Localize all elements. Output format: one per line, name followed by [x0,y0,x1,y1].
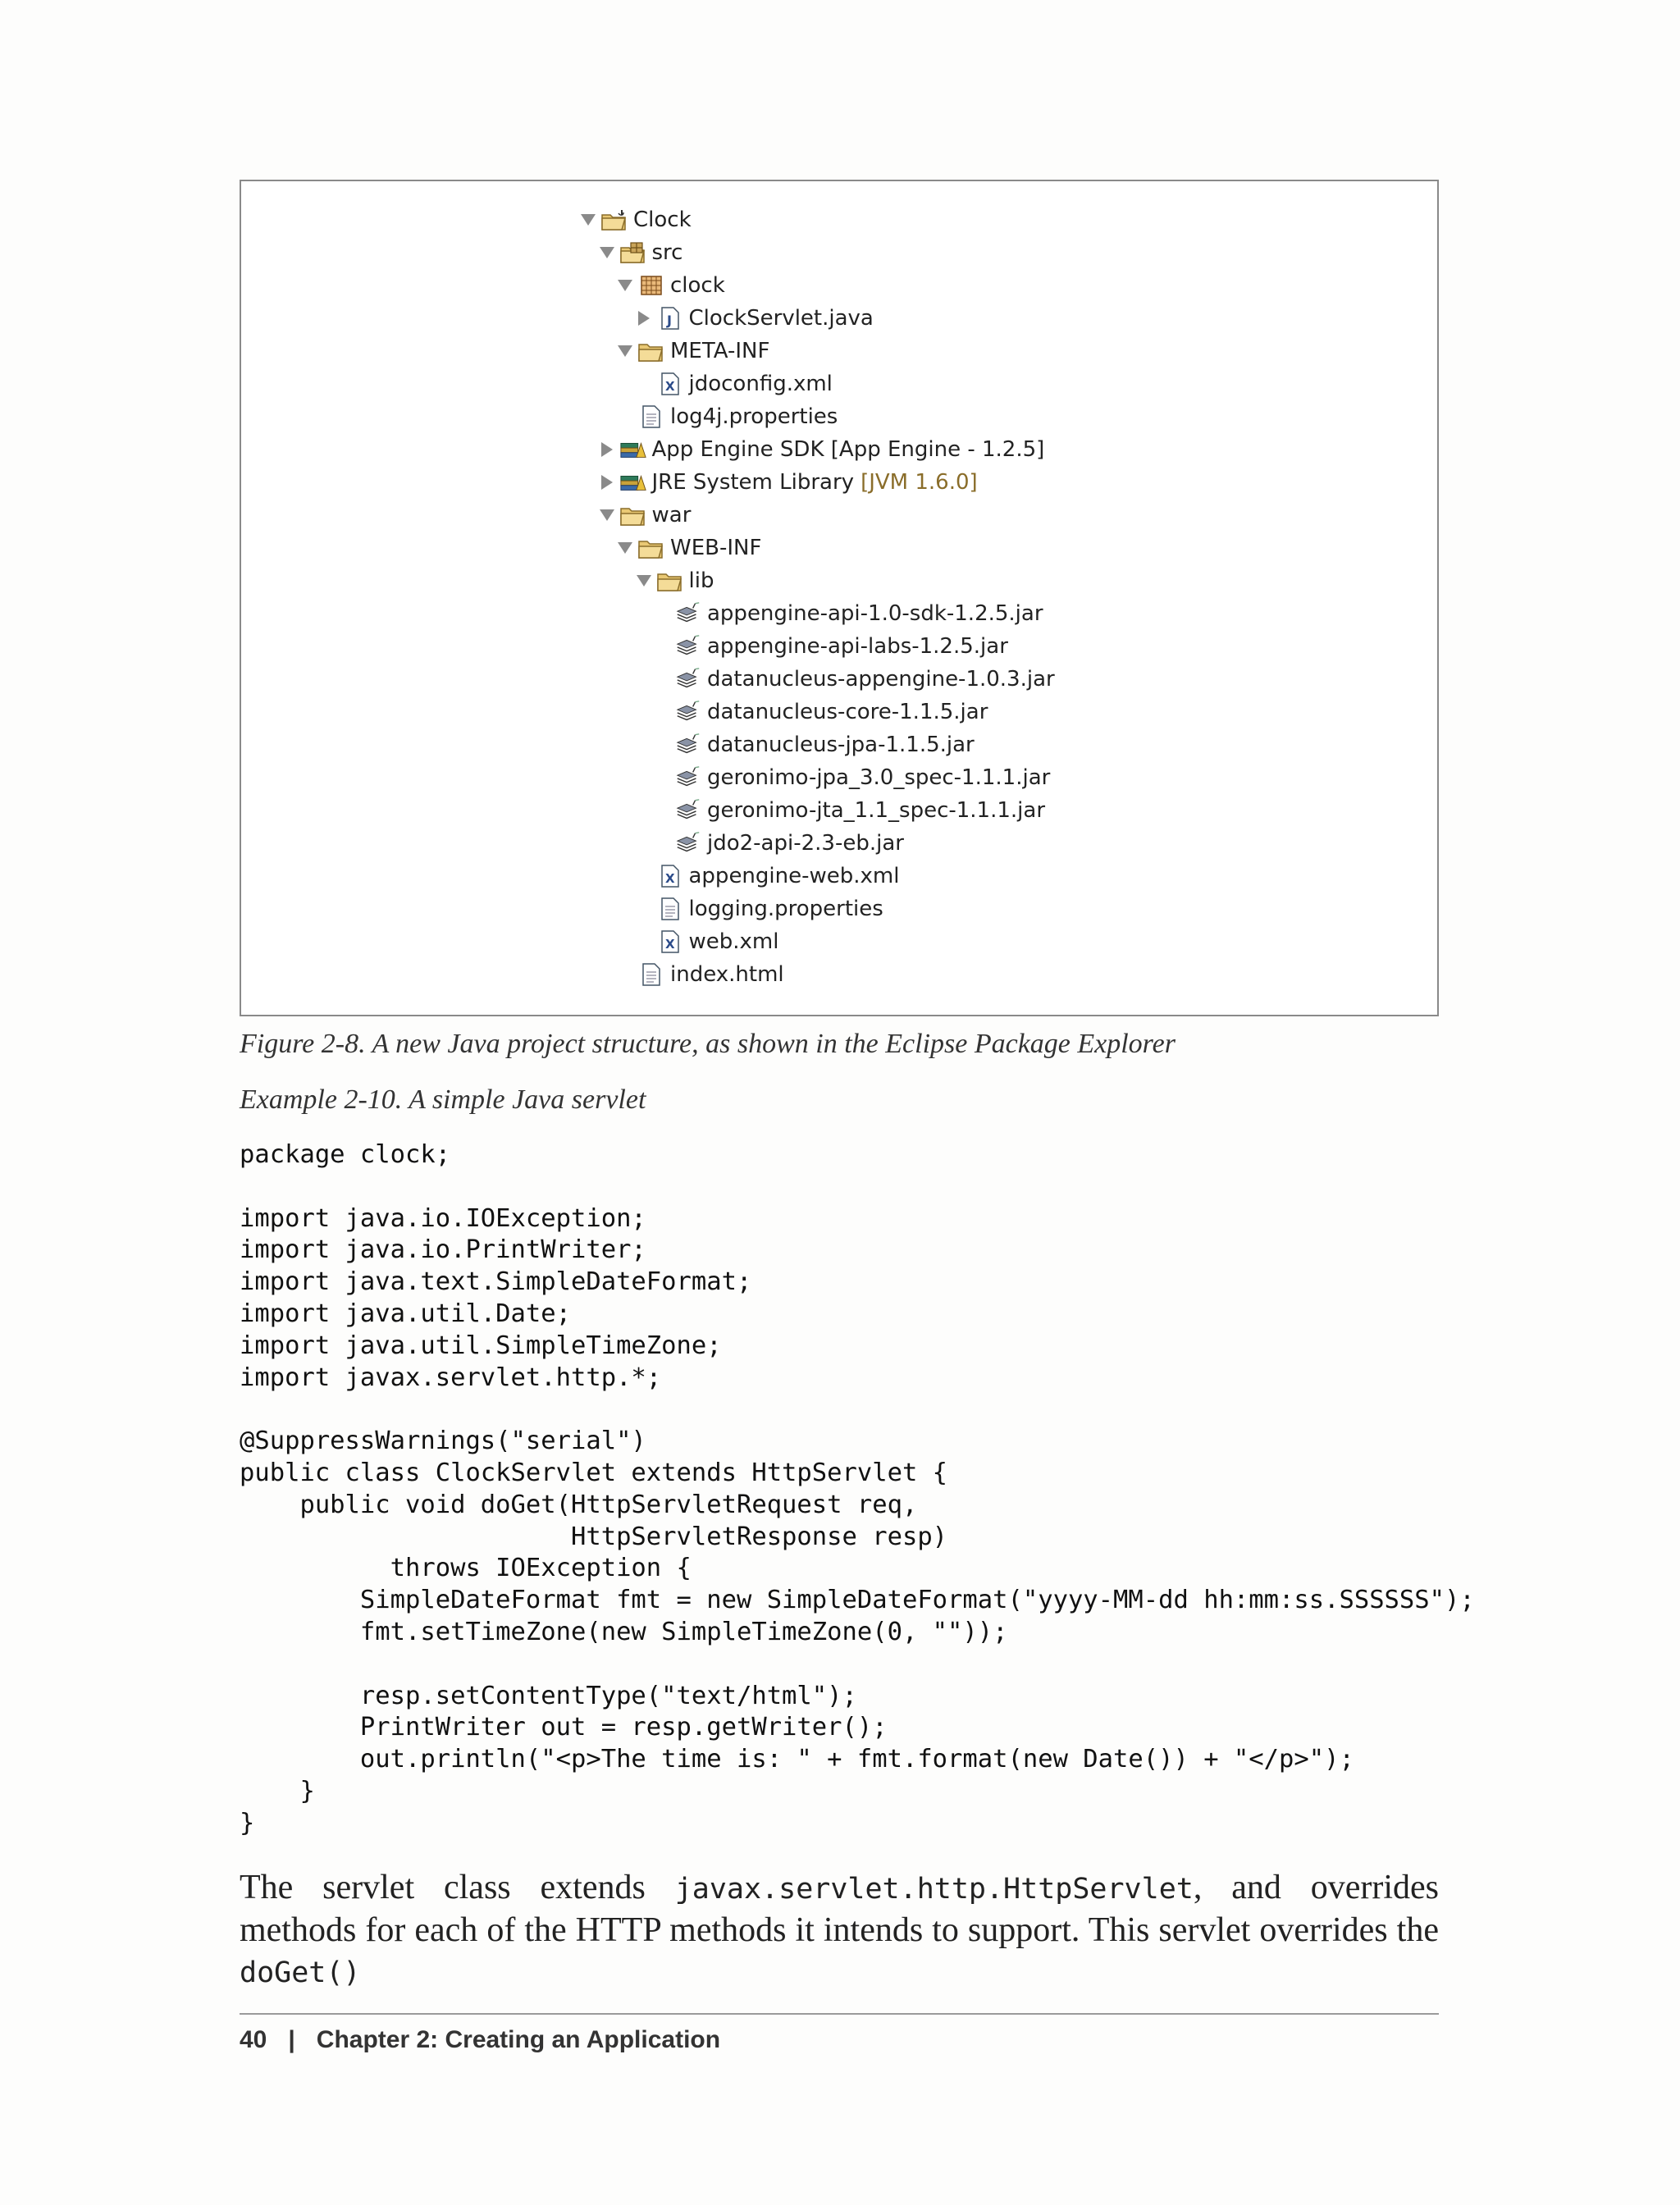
tree-spacer [653,605,671,623]
figure-caption: Figure 2-8. A new Java project structure, as shown in the Eclipse Package Explorer [240,1029,1176,1059]
example-caption: Example 2-10. A simple Java servlet [240,1084,646,1115]
tree-node-label: log4j.properties [670,404,838,429]
tree-spacer [653,637,671,655]
tree-node[interactable] [579,203,692,236]
source-folder-icon [619,240,647,265]
folder-icon [637,339,665,363]
tree-node-label: geronimo-jpa_3.0_spec-1.1.1.jar [707,765,1051,790]
tree-node-label: war [651,503,692,527]
tree-node-label: JRE System Library [651,470,855,495]
tree-node-label: lib [688,568,714,593]
tree-node[interactable] [635,564,714,597]
tree-node[interactable] [616,532,761,564]
tree-node-label: jdo2-api-2.3-eb.jar [707,831,904,856]
expand-arrow-icon[interactable] [635,572,653,590]
tree-node[interactable] [598,466,978,499]
tree-node-label: jdoconfig.xml [688,372,833,396]
expand-arrow-icon[interactable] [616,342,634,360]
svg-text:X: X [664,937,675,952]
tree-spacer [653,834,671,852]
collapse-arrow-icon[interactable] [635,309,653,327]
tree-node-label: datanucleus-appengine-1.0.3.jar [707,667,1055,692]
folder-icon [619,503,647,527]
package-icon [637,273,665,298]
tree-node[interactable] [635,368,833,400]
jar-icon [674,798,702,823]
tree-node-label: src [651,240,683,265]
tree-node[interactable] [653,630,1008,663]
text-file-icon [637,404,665,429]
tree-node[interactable] [616,269,725,302]
svg-text:J: J [666,313,672,328]
tree-node[interactable] [598,433,1045,466]
tree-node-label: datanucleus-core-1.1.5.jar [707,700,988,724]
expand-arrow-icon[interactable] [598,244,616,262]
java-file-icon [656,306,684,331]
tree-node[interactable] [598,499,692,532]
tree-node-label: ClockServlet.java [688,306,874,331]
xml-file-icon [656,372,684,396]
tree-node[interactable] [653,663,1055,696]
expand-arrow-icon[interactable] [616,539,634,557]
tree-spacer [635,900,653,918]
jar-icon [674,667,702,692]
tree-spacer [616,408,634,426]
collapse-arrow-icon[interactable] [598,441,616,459]
tree-node-label: datanucleus-jpa-1.1.5.jar [707,733,975,757]
xml-file-icon [656,929,684,954]
library-icon [619,470,647,495]
text-file-icon [656,897,684,921]
tree-node-suffix: [JVM 1.6.0] [861,470,978,495]
text-file-icon [637,962,665,987]
tree-node[interactable] [598,236,683,269]
tree-spacer [635,375,653,393]
library-icon [619,437,647,462]
tree-spacer [653,801,671,819]
jar-icon [674,765,702,790]
tree-node[interactable] [653,728,975,761]
tree-spacer [653,769,671,787]
tree-node[interactable] [635,860,900,892]
expand-arrow-icon[interactable] [579,211,597,229]
expand-arrow-icon[interactable] [598,506,616,524]
jar-icon [674,601,702,626]
tree-node-label: appengine-web.xml [688,864,900,888]
tree-node-label: index.html [670,962,784,987]
tree-spacer [653,703,671,721]
tree-node[interactable] [635,925,779,958]
tree-node[interactable] [616,335,769,368]
expand-arrow-icon[interactable] [616,276,634,294]
tree-node-label: web.xml [688,929,779,954]
chapter-title: Chapter 2: Creating an Application [316,2026,721,2053]
tree-node-label: geronimo-jta_1.1_spec-1.1.1.jar [707,798,1046,823]
paragraph-text: , and overrides methods for each of the HTTP methods it intends to support. This servlet overrides the [240,1869,1439,1949]
tree-node-label: logging.properties [688,897,883,921]
tree-spacer [653,670,671,688]
code-listing: package clock; import java.io.IOException; import java.io.PrintWriter; import java.text.SimpleDateFormat; import java.util.Date; import java.util.SimpleTimeZone; import javax.servlet.http.*; @SuppressWarnings("serial") public class ClockServlet extends HttpServlet { public void doGet(HttpServletRequest req, HttpServletResponse resp) throws IOException { SimpleDateFormat fmt = new SimpleDateFormat("yyyy-MM-dd hh:mm:ss.SSSSSS"); fmt.setTimeZone(new SimpleTimeZone(0, "")); resp.setContentType("text/html"); PrintWriter out = resp.getWriter(); out.println("<p>The time is: " + fmt.format(new Date()) + "</p>"); } } [240,1140,1475,1838]
tree-spacer [635,867,653,885]
project-folder-icon [600,208,628,232]
tree-node[interactable] [635,892,883,925]
tree-node[interactable] [653,827,904,860]
page-footer [240,2026,720,2054]
xml-file-icon [656,864,684,888]
jar-icon [674,700,702,724]
tree-node-label: clock [670,273,725,298]
tree-spacer [635,933,653,951]
tree-node[interactable] [653,761,1050,794]
tree-node[interactable] [653,794,1045,827]
folder-icon [637,536,665,560]
tree-node-label: META-INF [670,339,770,363]
body-paragraph [240,1867,1439,1993]
page-number: 40 [240,2026,267,2053]
tree-node-label: Clock [633,208,692,232]
tree-node-label: appengine-api-1.0-sdk-1.2.5.jar [707,601,1043,626]
svg-text:X: X [664,379,675,394]
tree-node[interactable] [635,302,874,335]
tree-node[interactable] [616,400,838,433]
tree-spacer [653,736,671,754]
tree-node-label: WEB-INF [670,536,762,560]
tree-node-label: appengine-api-labs-1.2.5.jar [707,634,1008,659]
jar-icon [674,634,702,659]
tree-node[interactable] [653,696,988,728]
tree-spacer [616,966,634,984]
folder-icon [656,568,684,593]
footer-rule [240,2013,1439,2015]
footer-separator: | [288,2026,295,2053]
tree-node[interactable] [616,958,784,991]
figure-screenshot [240,180,1439,1016]
jar-icon [674,831,702,856]
inline-code: javax.servlet.http.HttpServlet [674,1873,1194,1906]
jar-icon [674,733,702,757]
inline-code: doGet() [240,1956,361,1989]
svg-text:X: X [664,871,675,886]
collapse-arrow-icon[interactable] [598,473,616,491]
tree-node[interactable] [653,597,1043,630]
tree-node-label: App Engine SDK [App Engine - 1.2.5] [651,437,1045,462]
paragraph-text: The servlet class extends [240,1869,675,1906]
